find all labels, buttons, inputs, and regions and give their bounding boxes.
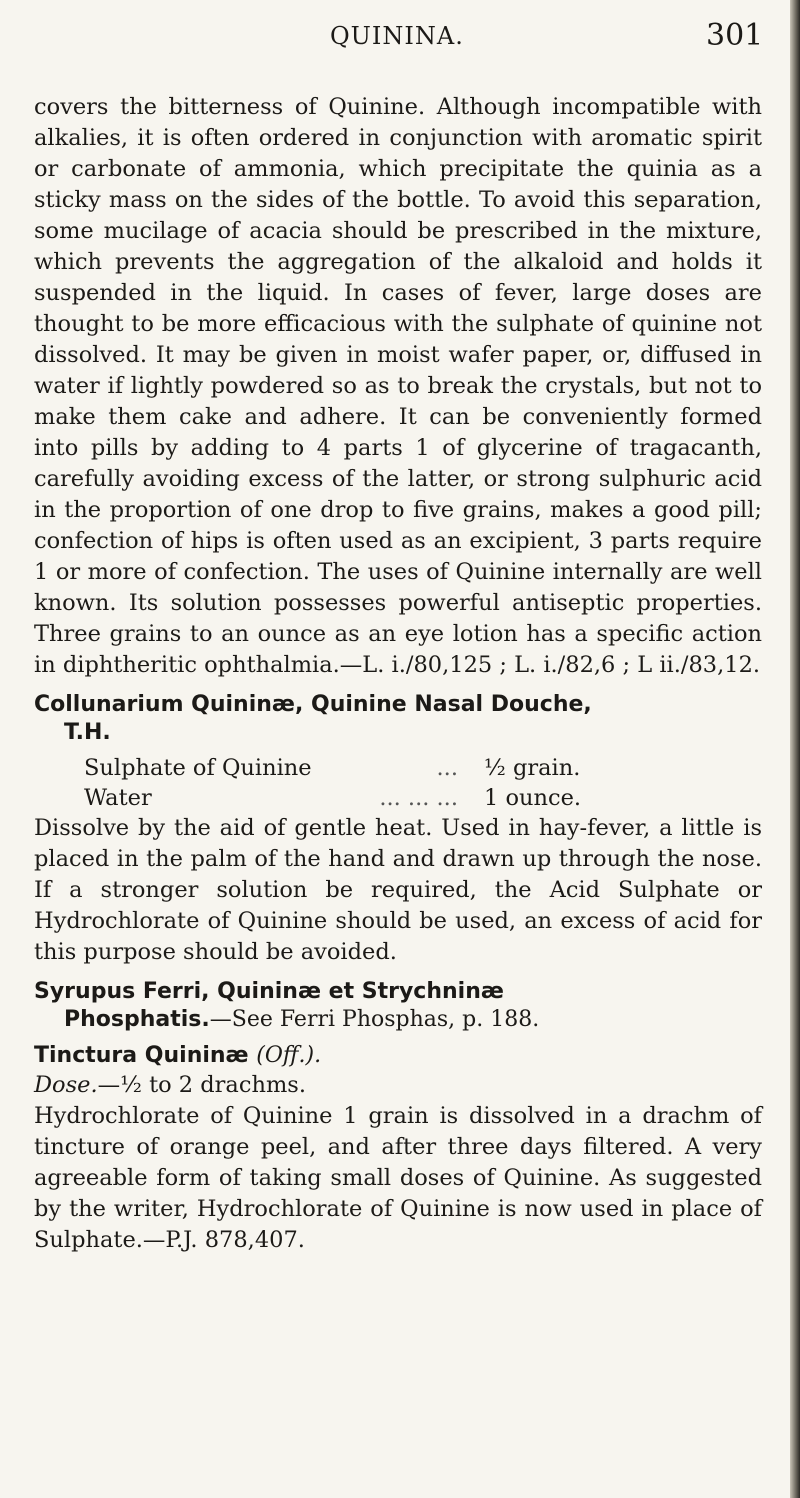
syrupus-title: Syrupus Ferri, Quininæ et Strychninæ: [34, 979, 504, 1004]
tinctura-directions: Hydrochlorate of Quinine 1 grain is dissolved in a drachm of tincture of orange peel, and after three days filtered. A very agreeable form of taking small doses of Quinine. As suggested by the writer, Hydrochlorate of Quinine is now used in place of Sulphate.—P.J. 878,407.: [34, 1103, 762, 1253]
syrupus-cross-reference: —See Ferri Phosphas, p. 188.: [209, 1007, 540, 1032]
syrupus-subtitle: Phosphatis.: [64, 1007, 210, 1032]
ingredient-amount: 1 ounce.: [484, 785, 582, 811]
page-body: [34, 92, 762, 1256]
running-head: QUININA.: [330, 22, 464, 50]
tinctura-title: Tinctura Quininæ: [34, 1043, 249, 1068]
recipe-row-quinine: [84, 753, 594, 783]
collunarium-heading: [34, 691, 762, 747]
page-header: [0, 14, 800, 54]
ingredient-amount: ½ grain.: [484, 755, 581, 781]
paragraph-quinine-uses: covers the bitterness of Quinine. Although incompatible with alkalies, it is often ordered in conjunction with aromatic spirit or carbonate of ammonia, which precipitate the quinia as a sticky mass on the sides of the bottle. To avoid this separation, some mucilage of acacia should be prescribed in the mixture, which prevents the aggregation of the alkaloid and holds it suspended in the liquid. In cases of fever, large doses are thought to be more efficacious with the sulphate of quinine not dissolved. It may be given in moist wafer paper, or, diffused in water if lightly powdered so as to break the crystals, but not to make them cake and adhere. It can be conveniently formed into pills by adding to 4 parts 1 of glycerine of tragacanth, carefully avoiding excess of the latter, or strong sulphuric acid in the proportion of one drop to five grains, makes a good pill; confection of hips is often used as an excipient, 3 parts require 1 or more of confection. The uses of Quinine internally are well known. Its solution possesses powerful antiseptic properties. Three grains to an ounce as an eye lotion has a specific action in diphtheritic ophthalmia.—L. i./80,125 ; L. i./82,6 ; L ii./83,12.: [34, 94, 762, 678]
tinctura-official-mark: (Off.).: [256, 1043, 322, 1068]
syrupus-heading: [34, 978, 762, 1034]
ingredient-name: Sulphate of Quinine: [84, 755, 312, 781]
collunarium-directions: Dissolve by the aid of gentle heat. Used in hay-fever, a little is placed in the palm of the hand and drawn up through the nose. If a stronger solution be required, the Acid Sulphate or Hydrochlorate of Quinine should be used, an excess of acid for this purpose should be avoided.: [34, 815, 762, 965]
collunarium-source: T.H.: [64, 720, 111, 745]
collunarium-title: Collunarium Quininæ, Quinine Nasal Douche,: [34, 692, 592, 717]
tinctura-dose: [34, 1070, 762, 1101]
page-edge-shadow: [790, 0, 800, 1498]
tinctura-heading: [34, 1042, 762, 1070]
page-number: 301: [706, 18, 764, 53]
recipe-row-water: [84, 783, 594, 813]
dose-value: —½ to 2 drachms.: [97, 1072, 306, 1098]
leader-dots: ... ... ...: [379, 785, 458, 811]
dose-label: Dose.: [34, 1072, 98, 1098]
ingredient-name: Water: [84, 785, 152, 811]
collunarium-recipe: [34, 753, 762, 813]
leader-dots: ...: [436, 755, 458, 781]
syrupus-subtitle-line: [34, 1006, 762, 1034]
